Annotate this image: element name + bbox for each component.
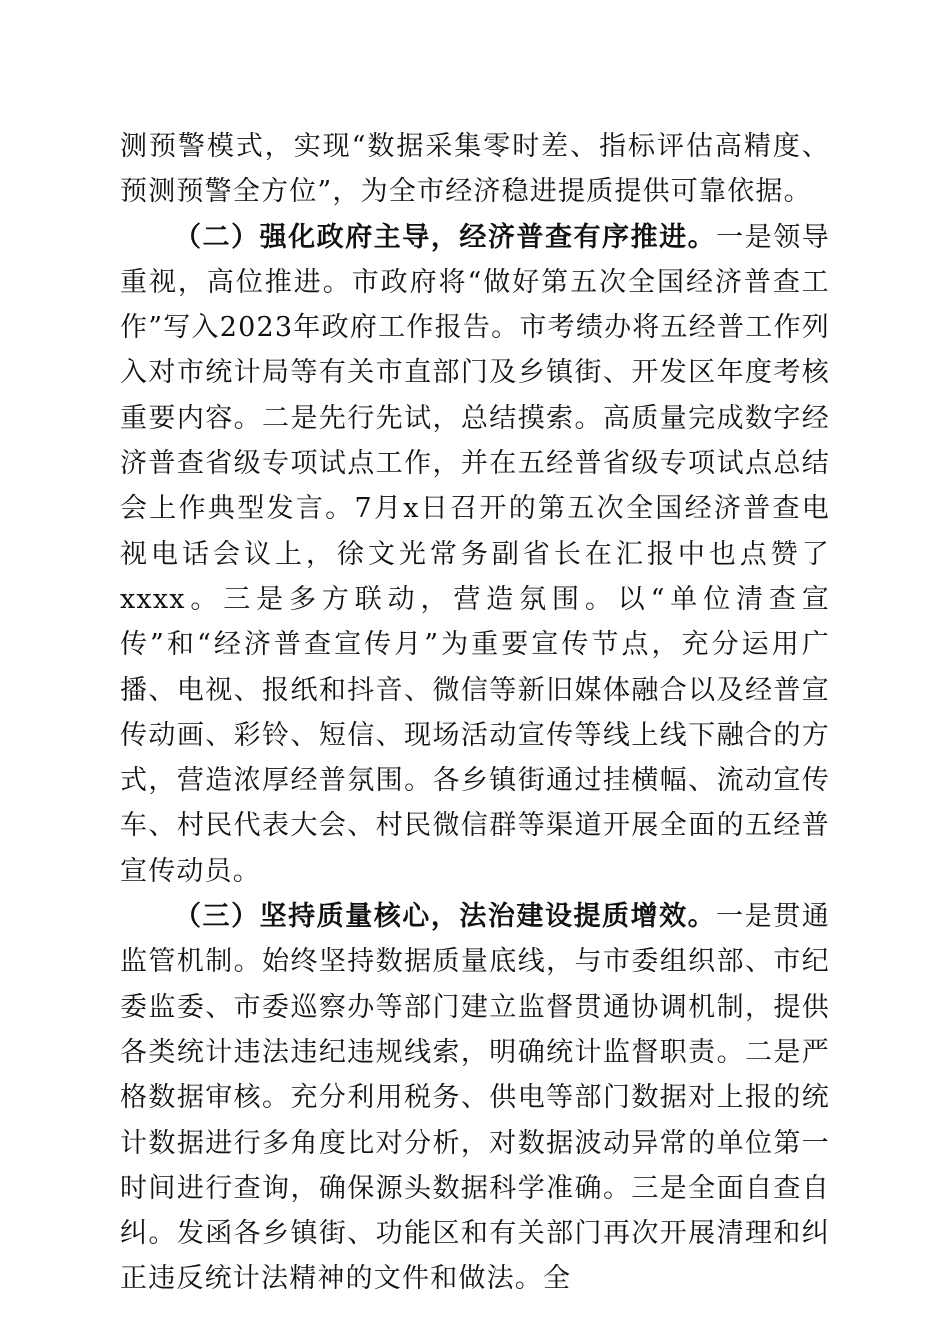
paragraph-text: 一是贯通监管机制。始终坚持数据质量底线，与市委组织部、市纪委监委、市委巡察办等部门建立监督贯通协调机制，提供各类统计违法违纪违规线索，明确统计监督职责。二是严格数据审核。充分利用税务、供电等部门数据对上报的统计数据进行多角度比对分析，对数据波动异常的单位第一时间进行查询，确保源头数据科学准确。三是全面自查自纠。发函各乡镇街、功能区和有关部门再次开展清理和纠正违反统计法精神的文件和做法。全 [120,901,830,1295]
paragraph-text: 测预警模式，实现“数据采集零时差、指标评估高精度、预测预警全方位”，为全市经济稳进提质提供可靠依据。 [120,131,830,208]
paragraph-text: 一是领导重视，高位推进。市政府将“做好第五次全国经济普查工作”写入2023年政府工作报告。市考绩办将五经普工作列入对市统计局等有关市直部门及乡镇街、开发区年度考核重要内容。二是先行先试，总结摸索。高质量完成数字经济普查省级专项试点工作，并在五经普省级专项试点总结会上作典型发言。7月x日召开的第五次全国经济普查电视电话会议上，徐文光常务副省长在汇报中也点赞了xxxx。三是多方联动，营造氛围。以“单位清查宣传”和“经济普查宣传月”为重要宣传节点，充分运用广播、电视、报纸和抖音、微信等新旧媒体融合以及经普宣传动画、彩铃、短信、现场活动宣传等线上线下融合的方式，营造浓厚经普氛围。各乡镇街通过挂横幅、流动宣传车、村民代表大会、村民微信群等渠道开展全面的五经普宣传动员。 [120,221,830,887]
section-heading: （三）坚持质量核心，法治建设提质增效。 [174,901,717,933]
paragraph-continuation [120,124,830,215]
document-body [120,124,830,1302]
section-heading: （二）强化政府主导，经济普查有序推进。 [174,221,717,253]
paragraph-section-2 [120,215,830,894]
paragraph-section-3 [120,894,830,1302]
